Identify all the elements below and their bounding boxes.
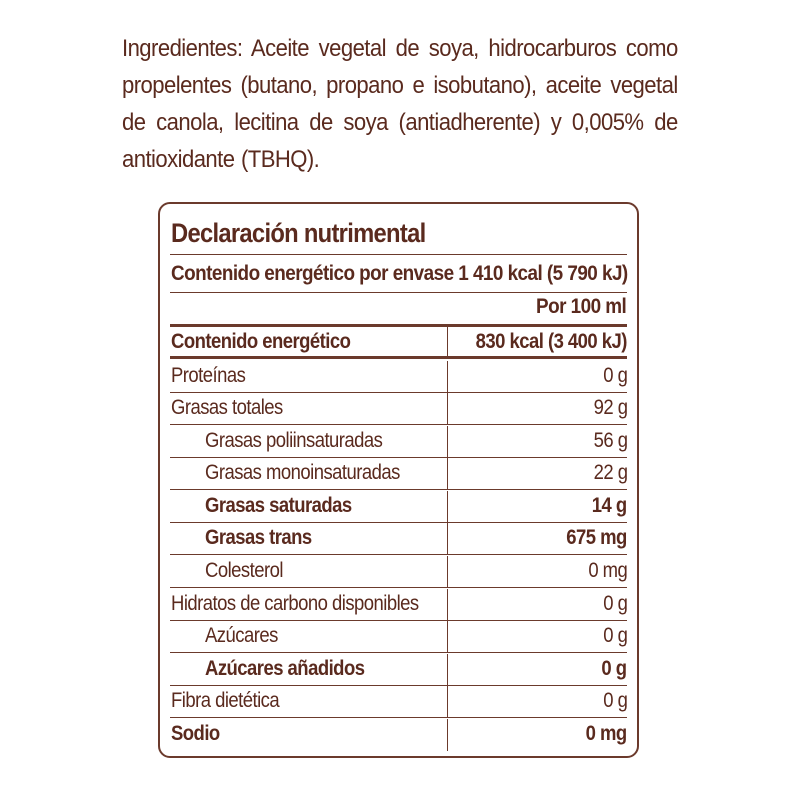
column-divider <box>447 393 448 425</box>
column-divider <box>447 556 448 588</box>
row-label: Contenido energético <box>171 330 351 353</box>
row-total-fat <box>170 393 627 425</box>
row-value: 0 g <box>602 364 627 387</box>
nutrition-facts-panel <box>158 202 639 758</box>
column-divider <box>447 458 448 490</box>
row-label: Grasas totales <box>171 396 283 419</box>
column-divider <box>447 491 448 523</box>
row-label: Fibra dietética <box>171 689 280 712</box>
row-label: Grasas saturadas <box>205 494 352 517</box>
row-energy <box>170 327 627 359</box>
row-value: 56 g <box>593 429 627 452</box>
row-polyunsaturated-fat <box>170 426 627 458</box>
row-value: 0 mg <box>588 559 627 582</box>
column-divider <box>447 621 448 653</box>
row-value: 22 g <box>593 461 627 484</box>
per-100ml-label: Por 100 ml <box>535 295 626 318</box>
column-divider <box>447 719 448 751</box>
row-value: 14 g <box>592 494 627 517</box>
row-value: 92 g <box>593 396 627 419</box>
row-label: Azúcares <box>205 624 278 647</box>
row-label: Colesterol <box>205 559 283 582</box>
ingredients-text: Ingredientes: Aceite vegetal de soya, hidrocarburos como propelentes (butano, propano e isobutano), aceite vegetal de canola, lecitina de soya (antiadherente) y 0,005% de antioxidante (TBHQ). <box>122 35 678 173</box>
row-value: 830 kcal (3 400 kJ) <box>475 330 627 353</box>
row-divider <box>170 424 627 425</box>
row-label: Proteínas <box>171 364 246 387</box>
column-divider <box>447 327 448 359</box>
row-label: Grasas monoinsaturadas <box>205 461 400 484</box>
row-label: Sodio <box>171 722 220 745</box>
column-divider <box>447 654 448 686</box>
row-carbohydrates <box>170 589 627 621</box>
row-proteins <box>170 361 627 393</box>
row-label: Azúcares añadidos <box>205 657 365 680</box>
row-divider <box>170 489 627 490</box>
energy-per-package: Contenido energético por envase 1 410 kcal (5 790 kJ) <box>171 262 628 285</box>
column-divider <box>447 523 448 555</box>
nutrition-title: Declaración nutrimental <box>171 218 426 248</box>
row-fiber <box>170 686 627 718</box>
row-added-sugars <box>170 654 627 686</box>
column-divider <box>447 686 448 718</box>
row-trans-fat <box>170 523 627 555</box>
row-saturated-fat <box>170 491 627 523</box>
row-divider <box>170 587 627 588</box>
title-divider <box>170 254 627 255</box>
row-divider <box>170 652 627 653</box>
row-value: 0 g <box>602 592 627 615</box>
row-cholesterol <box>170 556 627 588</box>
row-value: 675 mg <box>566 526 627 549</box>
column-divider <box>447 361 448 393</box>
column-divider <box>447 589 448 621</box>
energy-divider <box>170 292 627 293</box>
row-monounsaturated-fat <box>170 458 627 490</box>
row-value: 0 g <box>602 689 627 712</box>
row-value: 0 g <box>602 624 627 647</box>
row-label: Hidratos de carbono disponibles <box>171 592 419 615</box>
row-sugars <box>170 621 627 653</box>
row-value: 0 g <box>601 657 627 680</box>
row-label: Grasas poliinsaturadas <box>205 429 383 452</box>
row-sodium <box>170 719 627 751</box>
row-divider <box>170 554 627 555</box>
row-value: 0 mg <box>585 722 627 745</box>
column-divider <box>447 426 448 458</box>
row-label: Grasas trans <box>205 526 312 549</box>
row-divider <box>170 356 627 359</box>
row-divider <box>170 717 627 718</box>
